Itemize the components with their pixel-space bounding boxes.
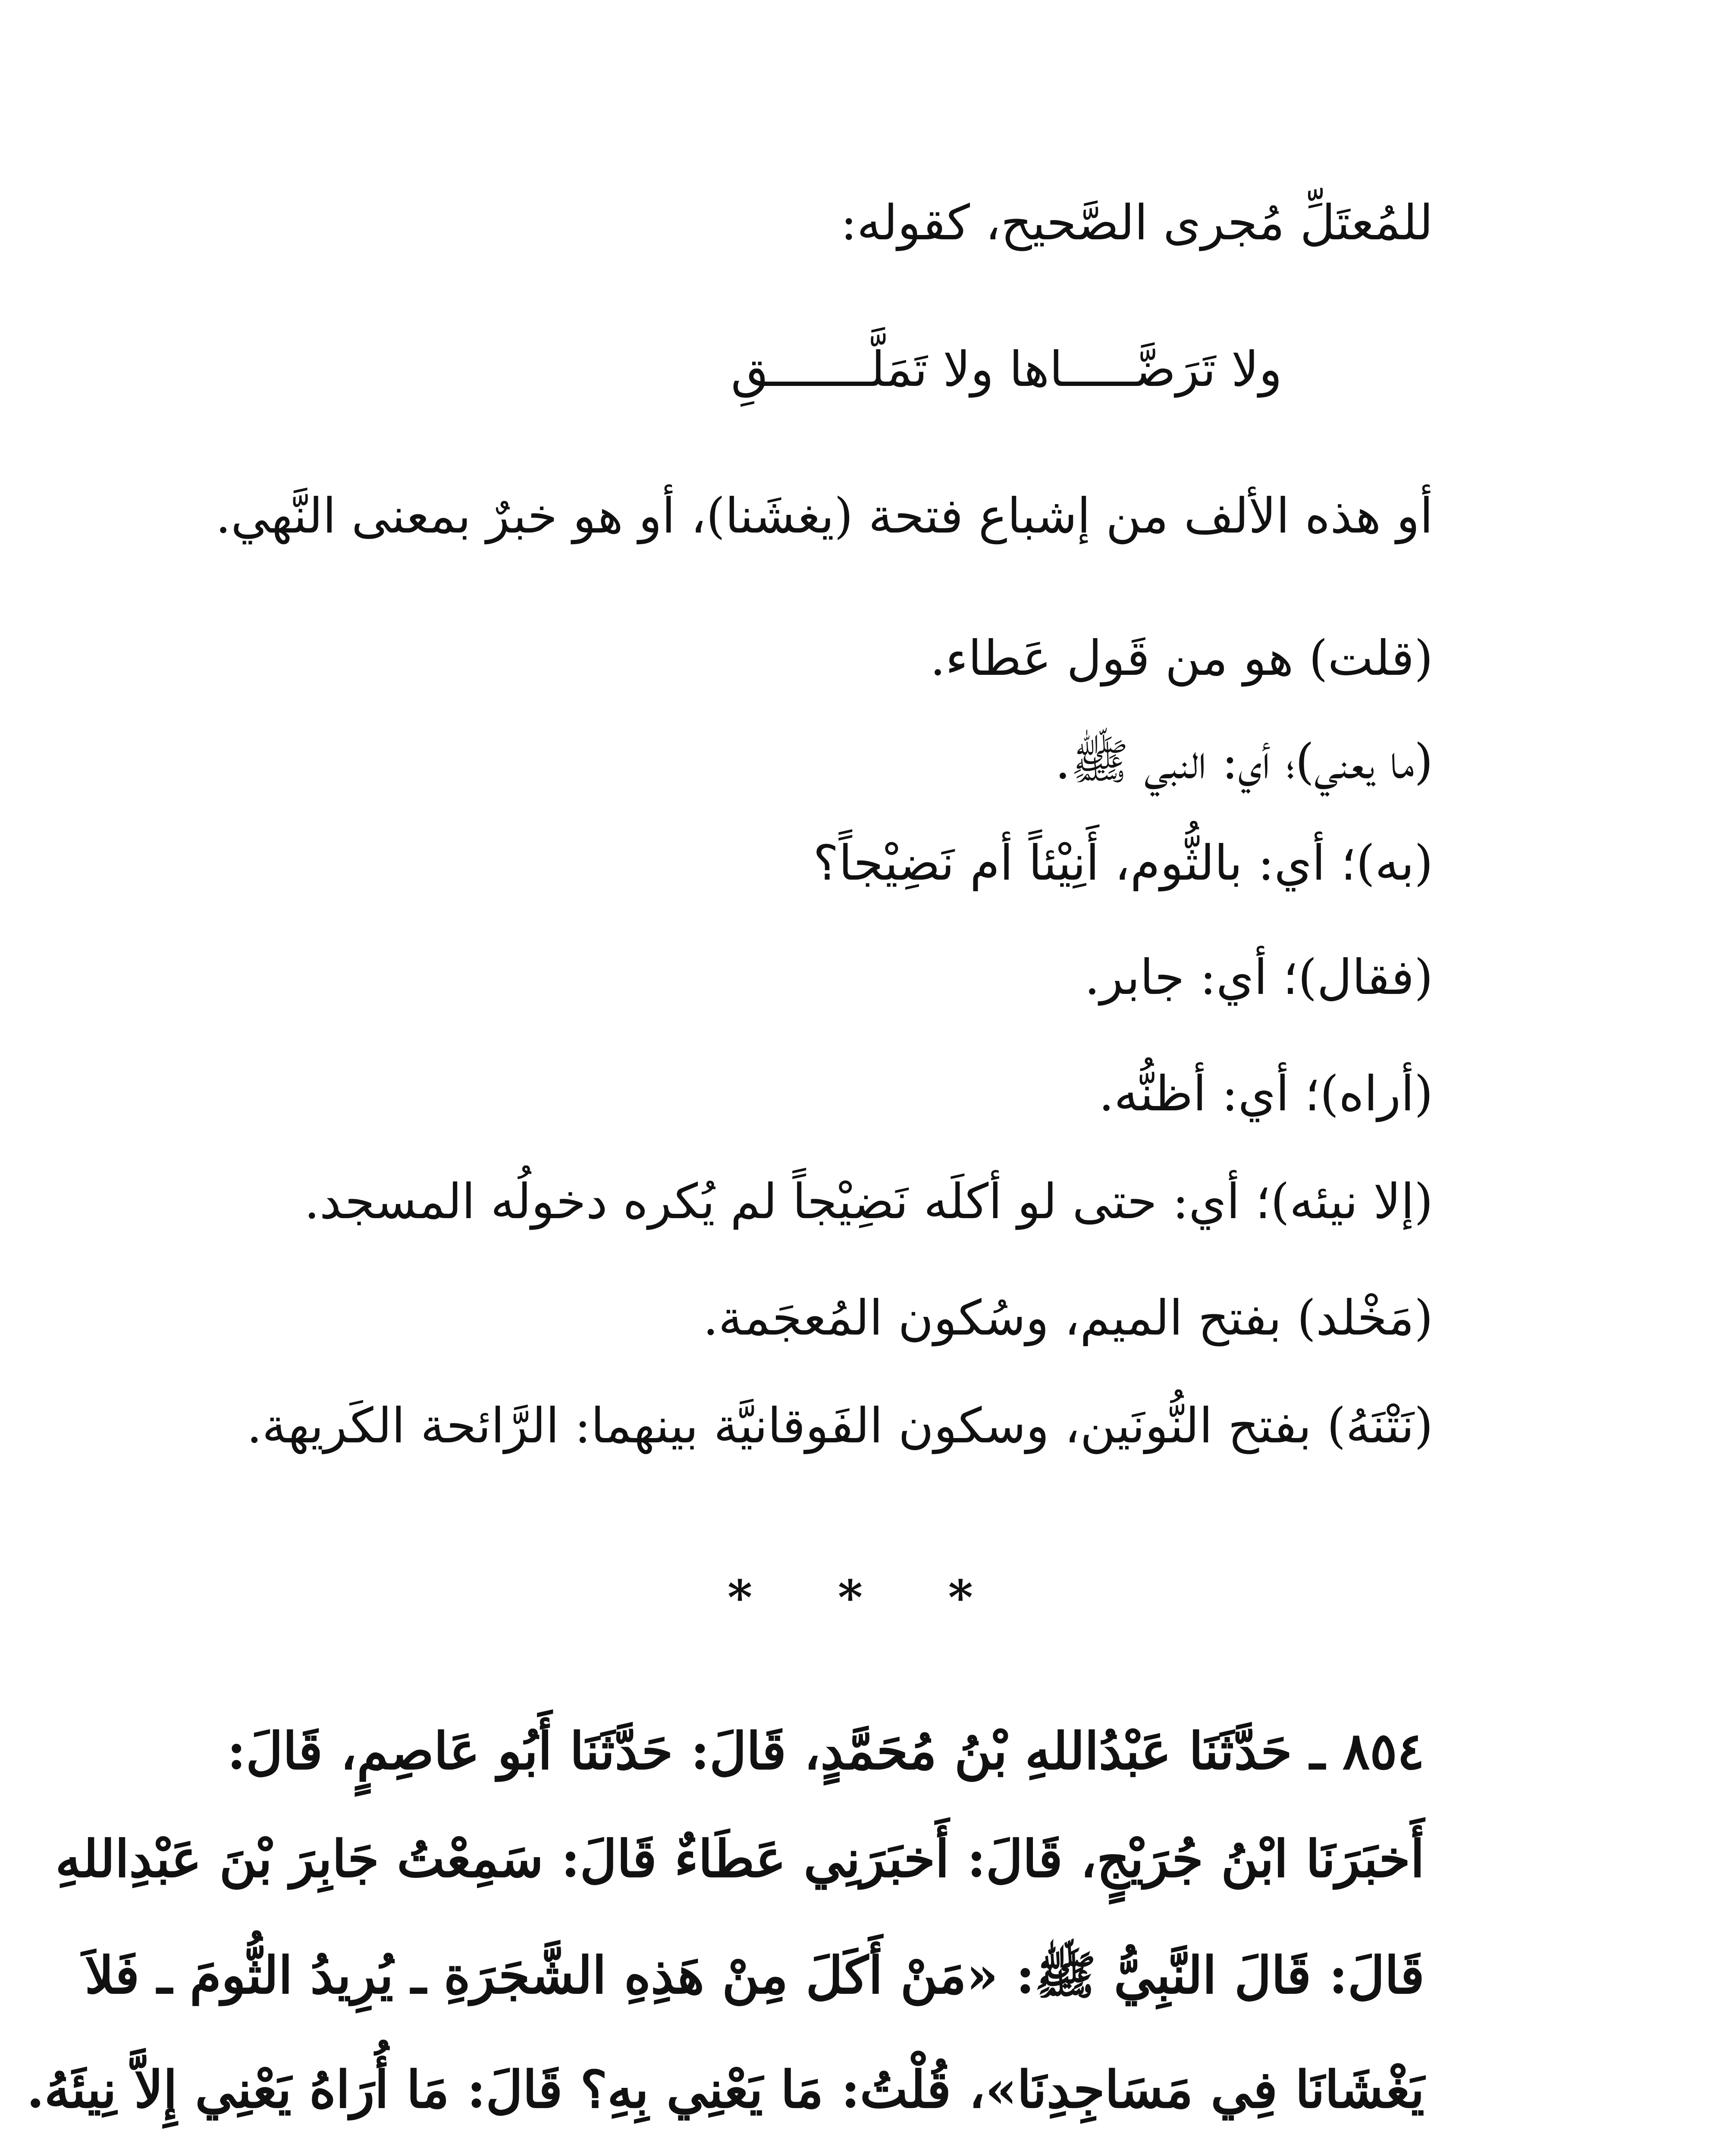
hadith-line-2: أَخبَرَنَا ابْنُ جُرَيْجٍ، قَالَ: أَخبَرَنِي عَطَاءٌ قَالَ: سَمِعْتُ جَابِرَ بْنَ عَبْدِاللهِ <box>55 1829 1424 1889</box>
verse-line: ولا تَرَضَّـــــاها ولا تَمَلَّـــــــقِ <box>731 342 1282 398</box>
commentary-line-1: للمُعتَلِّ مُجرى الصَّحيح، كقوله: <box>841 195 1433 251</box>
commentary-line-4: (ما يعني)؛ أي: النبي ﷺ. <box>1055 734 1433 790</box>
commentary-line-8: (إلا نيئه)؛ أي: حتى لو أكلَه نَضِيْجاً لم يُكره دخولُه المسجد. <box>304 1174 1433 1230</box>
commentary-line-2: أو هذه الألف من إشباع فتحة (يغشَنا)، أو هو خبرٌ بمعنى النَّهي. <box>215 488 1433 544</box>
section-separator: * * * <box>727 1570 1008 1625</box>
commentary-line-5: (به)؛ أي: بالثُّوم، أَنِيْئاً أم نَضِيْجاً؟ <box>813 835 1433 891</box>
commentary-line-7: (أراه)؛ أي: أظنُّه. <box>1098 1066 1433 1122</box>
commentary-line-9: (مَخْلد) بفتح الميم، وسُكون المُعجَمة. <box>703 1290 1433 1346</box>
commentary-line-6: (فقال)؛ أي: جابر. <box>1084 950 1433 1006</box>
commentary-line-3: (قلت) هو من قَول عَطاء. <box>930 630 1433 686</box>
commentary-line-10: (نَتْنَهُ) بفتح النُّونَين، وسكون الفَوقانيَّة بينهما: الرَّائحة الكَريهة. <box>247 1398 1433 1454</box>
hadith-line-3: قَالَ: قَالَ النَّبِيُّ ﷺ: «مَنْ أَكَلَ مِنْ هَذِهِ الشَّجَرَةِ ـ يُرِيدُ الثُّومَ ـ فَلاَ <box>85 1945 1424 2005</box>
hadith-line-4: يَغْشَانَا فِي مَسَاجِدِنَا»، قُلْتُ: مَا يَعْنِي بِهِ؟ قَالَ: مَا أُرَاهُ يَعْنِي إِلاَّ نِيئَهُ. <box>26 2059 1424 2119</box>
hadith-line-1: ٨٥٤ ـ حَدَّثَنَا عَبْدُاللهِ بْنُ مُحَمَّدٍ، قَالَ: حَدَّثَنَا أَبُو عَاصِمٍ، قَالَ: <box>227 1721 1424 1781</box>
